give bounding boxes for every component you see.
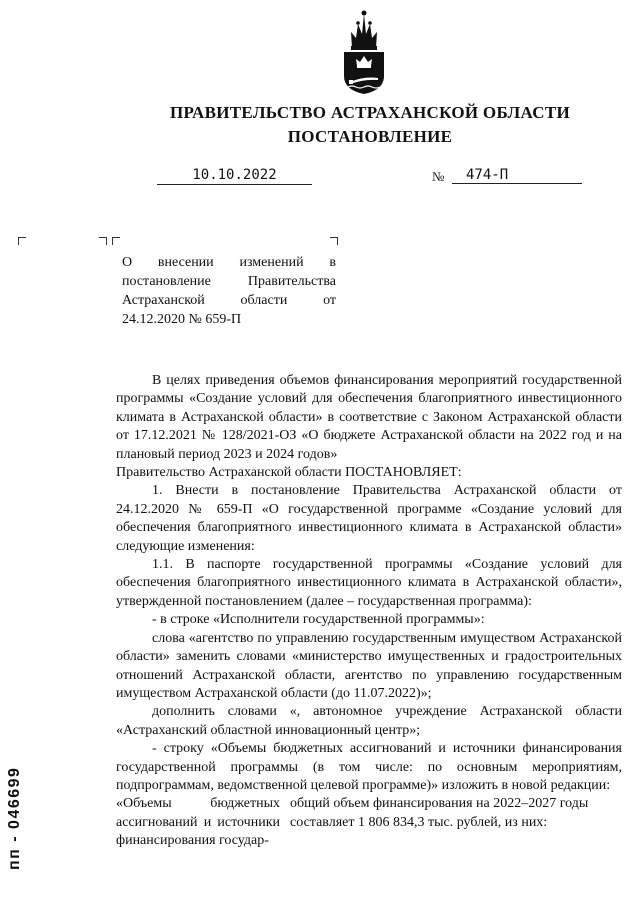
corner-mark (18, 237, 26, 245)
table-cell-value: общий объем финансирования на 2022–2027 годы составляет 1 806 834,3 тыс. рублей, из них: (290, 796, 589, 830)
astrakhan-coat-of-arms-icon (338, 8, 390, 96)
body-paragraph: 1.1. В паспорте государственной программы «Создание условий для обеспечения благоприятного инвестиционного климата в Астраханской области», утвержденной постановлением (далее – государственная программа): (116, 557, 622, 609)
funding-table (116, 795, 622, 850)
body-paragraph: Правительство Астраханской области ПОСТАНОВЛЯЕТ: (116, 465, 462, 481)
side-document-code: пп - 046699 (6, 766, 23, 870)
organization-title: ПРАВИТЕЛЬСТВО АСТРАХАНСКОЙ ОБЛАСТИ (170, 103, 570, 122)
body-paragraph: слова «агентство по управлению государственным имуществом Астраханской области» заменить словами «министерство имущественных и градостроительных отношений Астраханской области, агентство по управлению государственным имуществом Астраханской области (до 11.07.2022)»; (116, 630, 622, 701)
document-body (116, 372, 622, 851)
corner-mark (330, 237, 338, 245)
document-subject: О внесении изменений в постановление Правительства Астраханской области от 24.12.2020 № 659-П (122, 255, 336, 327)
corner-mark (99, 237, 107, 245)
body-paragraph: - строку «Объемы бюджетных ассигнований и источники финансирования государственной программы (в том числе: по основным мероприятиям, подпрограммам, ведомственной целевой программе)» изложить в новой редакции: (116, 741, 622, 793)
document-date: 10.10.2022 (157, 166, 312, 185)
body-paragraph: - в строке «Исполнители государственной программы»: (152, 612, 485, 628)
document-type: ПОСТАНОВЛЕНИЕ (287, 127, 453, 146)
body-paragraph: 1. Внести в постановление Правительства Астраханской области от 24.12.2020 № 659-П «О государственной программе «Создание условий для обеспечения благоприятного инвестиционного климата в Астраханской области» следующие изменения: (116, 483, 622, 554)
number-label: № (432, 169, 445, 184)
body-paragraph: дополнить словами «, автономное учреждение Астраханской области «Астраханский областной инновационный центр»; (116, 704, 622, 738)
corner-mark (112, 237, 120, 245)
body-paragraph: В целях приведения объемов финансирования мероприятий государственной программы «Создание условий для обеспечения благоприятного инвестиционного климата в Астраханской области» в соответствие с Законом Астраханской области от 17.12.2021 № 128/2021-ОЗ «О бюджете Астраханской области на 2022 год и на плановый период 2023 и 2024 годов» (116, 373, 622, 462)
table-cell-label: «Объемы бюджетных ассигнований и источники финансирования государ- (116, 796, 280, 849)
document-number: 474-П (452, 166, 582, 184)
